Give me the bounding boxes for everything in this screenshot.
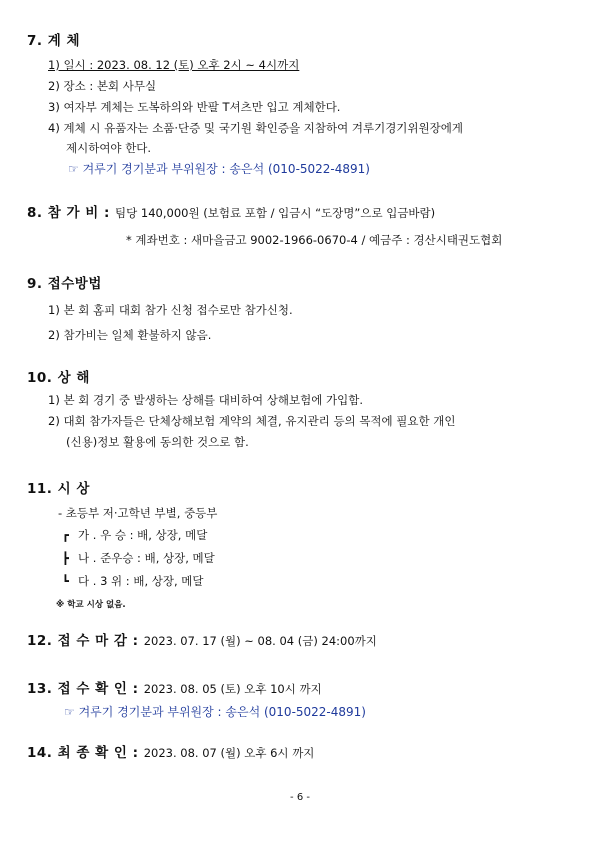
section-13-text: 2023. 08. 05 (토) 오후 10시 까지 <box>143 682 322 696</box>
section-8-title <box>27 205 435 221</box>
section-8-account-note: * 계좌번호 : 새마을금고 9002-1966-0670-4 / 예금주 : 경산시태권도협회 <box>126 233 503 247</box>
section-11-note: ※ 학교 시상 없음. <box>56 600 126 610</box>
section-11-title: 11. 시 상 <box>27 481 90 497</box>
award-row <box>62 574 204 588</box>
tree-glyph-icon: ┏ <box>62 528 69 542</box>
section-7-title: 7. 계 체 <box>27 33 81 49</box>
section-12-label: 12. 접 수 마 감 : <box>27 633 139 649</box>
section-12-text: 2023. 07. 17 (월) ~ 08. 04 (금) 24:00까지 <box>143 634 377 648</box>
section-7-item-4-cont: 제시하여야 한다. <box>66 141 152 155</box>
section-10-item-2-cont: (신용)정보 활용에 동의한 것으로 함. <box>66 435 249 449</box>
section-12-title <box>27 633 377 649</box>
section-14-text: 2023. 08. 07 (월) 오후 6시 까지 <box>143 746 315 760</box>
section-7-item-2: 2) 장소 : 본회 사무실 <box>48 79 157 93</box>
section-10-item-1: 1) 본 회 경기 중 발생하는 상해를 대비하여 상해보험에 가입함. <box>48 393 363 407</box>
section-10-item-2: 2) 대회 참가자들은 단체상해보험 계약의 체결, 유지관리 등의 목적에 필요한 개인 <box>48 414 456 428</box>
section-14-label: 14. 최 종 확 인 : <box>27 745 139 761</box>
section-11-subtitle: - 초등부 저·고학년 부별, 중등부 <box>58 506 218 520</box>
section-9-item-2: 2) 참가비는 일체 환불하지 않음. <box>48 328 212 342</box>
award-row <box>62 528 207 542</box>
award-text: 다 . 3 위 : 배, 상장, 메달 <box>78 574 204 588</box>
award-row <box>62 551 215 565</box>
section-7-item-4: 4) 계체 시 유품자는 소품·단증 및 국기원 확인증을 지참하여 겨루기경기위원장에게 <box>48 121 463 135</box>
section-13-contact: ☞ 겨루기 경기분과 부위원장 : 송은석 (010-5022-4891) <box>64 705 366 719</box>
tree-glyph-icon: ┗ <box>62 574 69 588</box>
section-8-text: 팀당 140,000원 (보험료 포함 / 입금시 “도장명”으로 입금바람) <box>115 206 436 220</box>
section-7-contact: ☞ 겨루기 경기분과 부위원장 : 송은석 (010-5022-4891) <box>68 162 370 176</box>
tree-glyph-icon: ┣ <box>62 551 69 565</box>
section-13-label: 13. 접 수 확 인 : <box>27 681 139 697</box>
page-number: - 6 - <box>290 792 310 803</box>
section-13-title <box>27 681 322 697</box>
section-7-item-1: 1) 일시 : 2023. 08. 12 (토) 오후 2시 ~ 4시까지 <box>48 58 300 72</box>
section-9-item-1: 1) 본 회 홈피 대회 참가 신청 접수로만 참가신청. <box>48 303 293 317</box>
award-text: 가 . 우 승 : 배, 상장, 메달 <box>78 528 208 542</box>
section-10-title: 10. 상 해 <box>27 370 90 386</box>
section-9-title: 9. 접수방법 <box>27 276 102 292</box>
award-text: 나 . 준우승 : 배, 상장, 메달 <box>78 551 215 565</box>
section-14-title <box>27 745 314 761</box>
section-7-item-3: 3) 여자부 계체는 도복하의와 반팔 T셔츠만 입고 계체한다. <box>48 100 341 114</box>
section-8-label: 8. 참 가 비 : <box>27 205 110 221</box>
